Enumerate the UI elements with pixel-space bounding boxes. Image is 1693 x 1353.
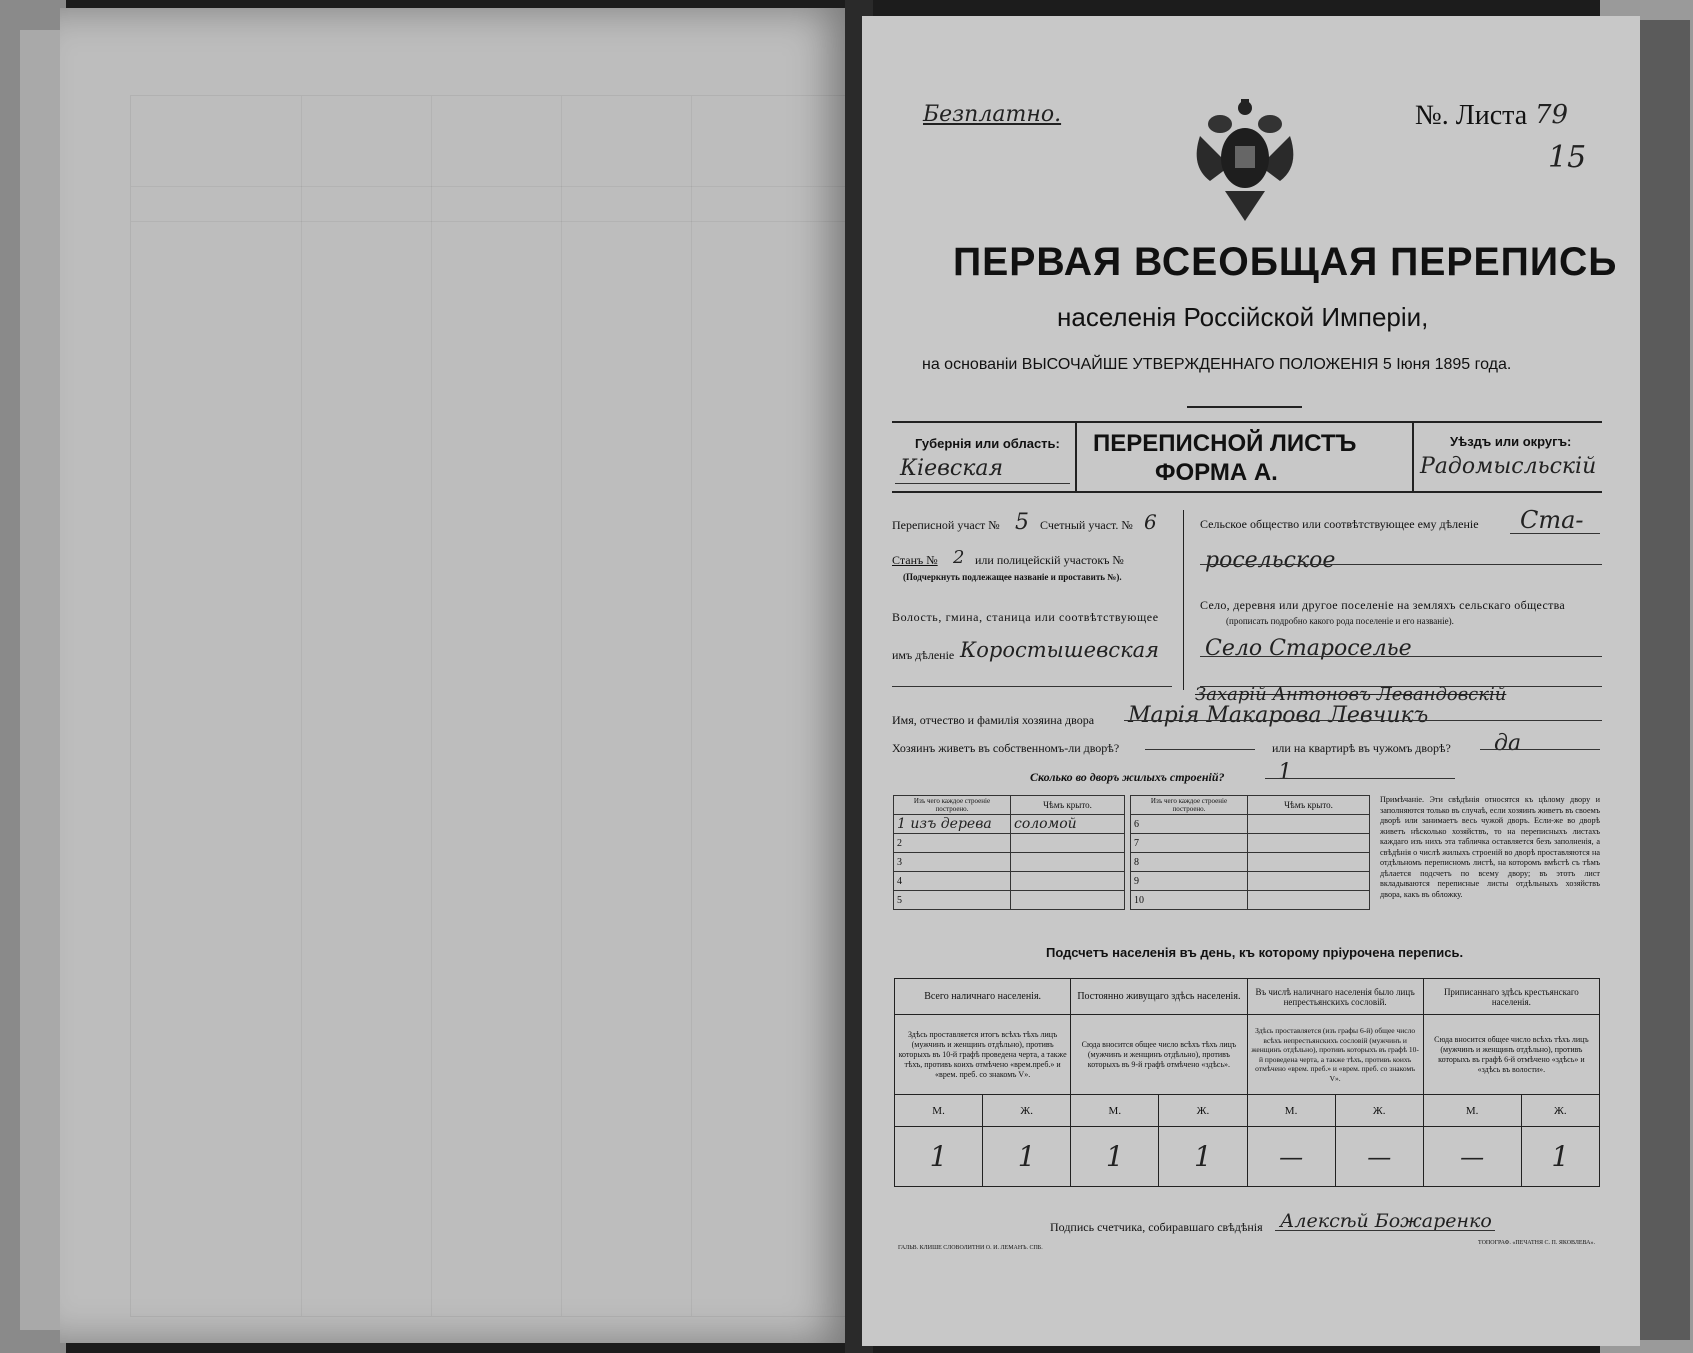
row-number: 6 bbox=[1131, 815, 1248, 834]
volost-value: Коростышевская bbox=[960, 638, 1160, 662]
empty-cell bbox=[1011, 834, 1125, 853]
count-table-title: Подсчетъ населенія въ день, къ которому пріурочена перепись. bbox=[1046, 945, 1464, 960]
population-count-table bbox=[894, 978, 1600, 1187]
village-note: (прописать подробно какого рода поселеніе и его названіе). bbox=[1226, 616, 1454, 626]
count-desc-present: Здѣсь проставляется итогъ всѣхъ тѣхъ лицъ (мужчинъ и женщинъ отдѣльно), противъ которыхъ въ 10-й графѣ проведена черта, а также тѣхъ, противъ коихъ отмѣчено «врем.преб.» и «врем. преб. со знакомъ V». bbox=[895, 1015, 1071, 1095]
sex-label-female: Ж. bbox=[1521, 1095, 1599, 1127]
count-desc-non-peasant: Здѣсь проставляется (изъ графы 6-й) общее число всѣхъ непрестьянскихъ сословій (мужчинъ и женщинъ отдѣльно), противъ которыхъ въ графѣ 10-й проведена черта, а также тѣхъ, противъ коихъ отмѣчено «врем. преб.» и «врем. преб. со знакомъ V». bbox=[1247, 1015, 1423, 1095]
count-non-peasant-male: — bbox=[1247, 1127, 1335, 1187]
underline-note: (Подчеркнуть подлежащее названіе и проставить №). bbox=[903, 572, 1122, 582]
census-section-value: 5 bbox=[1015, 510, 1029, 535]
sex-label-male: М. bbox=[1247, 1095, 1335, 1127]
ornament-divider bbox=[1187, 406, 1302, 408]
count-desc-registered: Сюда вносится общее число всѣхъ тѣхъ лицъ (мужчинъ и женщинъ отдѣльно), противъ которыхъ въ графѣ 6-й отмѣчено «здѣсь» и «здѣсь въ волости». bbox=[1423, 1015, 1599, 1095]
village-label: Село, деревня или другое поселеніе на земляхъ сельскаго общества bbox=[1200, 598, 1566, 612]
society-value-2: росельское bbox=[1205, 548, 1336, 573]
buildings-value: 1 bbox=[1278, 760, 1292, 785]
roof-table-left bbox=[893, 795, 1125, 910]
empty-cell bbox=[1248, 815, 1370, 834]
count-non-peasant-female: — bbox=[1335, 1127, 1423, 1187]
sex-label-female: Ж. bbox=[1335, 1095, 1423, 1127]
sex-label-male: М. bbox=[1423, 1095, 1521, 1127]
count-header-permanent: Постоянно живущаго здѣсь населенія. bbox=[1071, 979, 1247, 1015]
roof-col2-header: Чѣмъ крыто. bbox=[1248, 796, 1370, 815]
form-box-divider-right bbox=[1412, 421, 1414, 491]
own-yard-label: Хозяинъ живетъ въ собственномъ-ли дворѣ? bbox=[892, 741, 1120, 755]
count-registered-female: 1 bbox=[1521, 1127, 1599, 1187]
count-permanent-female: 1 bbox=[1159, 1127, 1247, 1187]
roof-col2-header: Чѣмъ крыто. bbox=[1011, 796, 1125, 815]
village-underline bbox=[1200, 656, 1602, 657]
rented-value: да bbox=[1494, 731, 1522, 756]
row-number: 10 bbox=[1131, 891, 1248, 910]
count-header-registered: Приписаннаго здѣсь крестьянскаго населенія. bbox=[1423, 979, 1599, 1015]
fields-column-divider bbox=[1183, 510, 1184, 690]
form-box-divider-left bbox=[1075, 421, 1077, 491]
sex-label-female: Ж. bbox=[983, 1095, 1071, 1127]
empty-cell bbox=[1011, 891, 1125, 910]
form-subtitle: населенія Россійской Имперіи, bbox=[1057, 302, 1429, 332]
form-name: ФОРМА А. bbox=[1155, 459, 1278, 486]
roof-table-note: Примѣчаніе. Эти свѣдѣнія относятся къ цѣлому двору и заполняются только въ случаѣ, если хозяинъ живетъ въ своемъ дворѣ или занимаетъ весь чужой дворъ. Если-же во дворѣ живетъ нѣсколько хозяйствъ, то на переписныхъ листахъ каждаго изъ нихъ эта табличка оставляется безъ заполненія, а свѣдѣнія о числѣ жилыхъ строеній во дворѣ проставляются на отдѣльномъ переписномъ листѣ, на которомъ вмѣстѣ съ тѣмъ дѣлается подсчетъ по всему двору; въ этотъ лист вкладываются переписные листы отдѣльныхъ хозяйствъ двора, какъ въ обложку. bbox=[1380, 795, 1600, 899]
row-number: 9 bbox=[1131, 872, 1248, 891]
empty-cell bbox=[1011, 853, 1125, 872]
own-yard-underline bbox=[1145, 749, 1255, 750]
volost-underline bbox=[892, 686, 1172, 687]
count-permanent-male: 1 bbox=[1071, 1127, 1159, 1187]
roof-covering: соломой bbox=[1011, 815, 1125, 834]
village-value: Село Староселье bbox=[1205, 636, 1412, 661]
count-section-label: Счетный участ. № bbox=[1040, 518, 1133, 532]
empty-cell bbox=[1248, 872, 1370, 891]
province-value: Кіевская bbox=[900, 456, 1004, 481]
province-underline bbox=[895, 483, 1070, 484]
sheet-number-value: 79 bbox=[1535, 100, 1569, 130]
volost-label: Волость, гмина, станица или соотвѣтствующее bbox=[892, 610, 1159, 624]
left-page-bleed-through bbox=[130, 95, 852, 1317]
owner-value-crossed-out: Захарій Антоновъ Левандовскій bbox=[1195, 684, 1507, 705]
count-registered-male: — bbox=[1423, 1127, 1521, 1187]
volost-label-2: имъ дѣленіе bbox=[892, 648, 955, 662]
count-present-male: 1 bbox=[895, 1127, 983, 1187]
owner-underline bbox=[1124, 720, 1602, 721]
empty-cell bbox=[1248, 834, 1370, 853]
printer-right: ТОПОГРАФ. «ПЕЧАТНЯ С. П. ЯКОВЛЕВА». bbox=[1478, 1240, 1596, 1246]
empty-cell bbox=[1248, 891, 1370, 910]
signature-label: Подпись счетчика, собиравшаго свѣдѣнія bbox=[1050, 1220, 1263, 1234]
district-value: Радомысльскій bbox=[1420, 454, 1597, 479]
stan-value: 2 bbox=[953, 547, 965, 568]
row-number: 8 bbox=[1131, 853, 1248, 872]
count-present-female: 1 bbox=[983, 1127, 1071, 1187]
count-header-non-peasant: Въ числѣ наличнаго населенія было лицъ непрестьянскихъ сословій. bbox=[1247, 979, 1423, 1015]
society-label: Сельское общество или соотвѣтствующее ему дѣленіе bbox=[1200, 517, 1479, 531]
sex-label-female: Ж. bbox=[1159, 1095, 1247, 1127]
society-underline bbox=[1510, 533, 1600, 534]
roof-col1-header: Изъ чего каждое строеніе построено. bbox=[894, 796, 1011, 815]
society-value: Ста- bbox=[1520, 506, 1584, 534]
empty-cell bbox=[1011, 872, 1125, 891]
roof-material: изъ дерева bbox=[910, 816, 992, 832]
free-label: Безплатно. bbox=[923, 102, 1062, 127]
imperial-eagle-emblem bbox=[1190, 96, 1300, 226]
row-number: 4 bbox=[894, 872, 1011, 891]
census-section-label: Переписной участ № bbox=[892, 518, 1000, 532]
row-number: 1 bbox=[897, 816, 906, 832]
rented-label: или на квартирѣ въ чужомъ дворѣ? bbox=[1272, 741, 1451, 755]
count-section-value: 6 bbox=[1144, 510, 1157, 534]
district-label: Уѣздъ или округъ: bbox=[1450, 434, 1572, 449]
roof-table-right bbox=[1130, 795, 1370, 910]
counter-signature: Алексѣй Божаренко bbox=[1280, 1210, 1492, 1232]
form-title: ПЕРВАЯ ВСЕОБЩАЯ ПЕРЕПИСЬ bbox=[953, 240, 1618, 284]
province-label: Губернія или область: bbox=[915, 436, 1060, 451]
form-basis: на основаніи ВЫСОЧАЙШЕ УТВЕРЖДЕННАГО ПОЛОЖЕНІЯ 5 Іюня 1895 года. bbox=[922, 356, 1512, 373]
printer-left: ГАЛЬВ. КЛИШЕ СЛОВОЛИТНИ О. И. ЛЕМАНЪ. СПБ. bbox=[898, 1245, 1043, 1251]
roof-col1-header: Изъ чего каждое строеніе построено. bbox=[1131, 796, 1248, 815]
buildings-label: Сколько во дворъ жилыхъ строеній? bbox=[1030, 770, 1225, 784]
sheet-number-label: №. Листа bbox=[1415, 100, 1528, 131]
owner-value: Марія Макарова Левчикъ bbox=[1128, 703, 1429, 728]
police-label: или полицейскій участокъ № bbox=[975, 553, 1124, 567]
sex-label-male: М. bbox=[895, 1095, 983, 1127]
stan-label: Станъ № bbox=[892, 553, 938, 567]
count-header-present: Всего наличнаго населенія. bbox=[895, 979, 1071, 1015]
row-number: 7 bbox=[1131, 834, 1248, 853]
sex-label-male: М. bbox=[1071, 1095, 1159, 1127]
signature-underline bbox=[1275, 1230, 1495, 1231]
row-number: 2 bbox=[894, 834, 1011, 853]
society-underline-2 bbox=[1200, 564, 1602, 565]
owner-label: Имя, отчество и фамилія хозяина двора bbox=[892, 713, 1095, 727]
row-number: 5 bbox=[894, 891, 1011, 910]
form-sheet-title: ПЕРЕПИСНОЙ ЛИСТЪ bbox=[1093, 430, 1357, 457]
sheet-number-extra: 15 bbox=[1548, 140, 1587, 175]
row-number: 3 bbox=[894, 853, 1011, 872]
count-desc-permanent: Сюда вносится общее число всѣхъ тѣхъ лицъ (мужчинъ и женщинъ отдѣльно), противъ которыхъ въ 9-й графѣ отмѣчено «здѣсь». bbox=[1071, 1015, 1247, 1095]
empty-cell bbox=[1248, 853, 1370, 872]
buildings-underline bbox=[1265, 778, 1455, 779]
rented-underline bbox=[1480, 749, 1600, 750]
